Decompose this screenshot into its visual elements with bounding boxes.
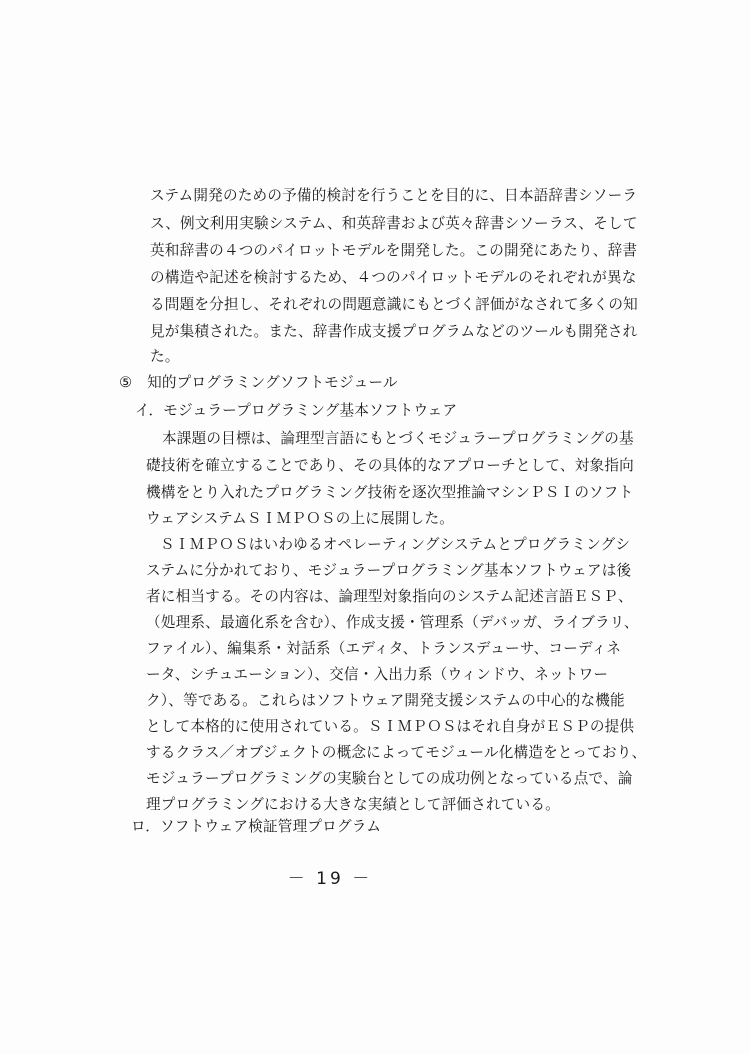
text-line: の構造や記述を検討するため、４つのパイロットモデルのそれぞれが異な [150, 269, 637, 286]
text-line: 者に相当する。その内容は、論理型対象指向のシステム記述言語ＥＳＰ、 [146, 588, 633, 605]
page-number: － 19 － [287, 869, 373, 889]
text-line: として本格的に使用されている。ＳＩＭＰＯＳはそれ自身がＥＳＰの提供 [146, 718, 635, 735]
section-heading: ⑤ 知的プログラミングソフトモジュール [119, 374, 398, 391]
text-line: ＳＩＭＰＯＳはいわゆるオペレーティングシステムとプログラミングシ [160, 536, 631, 553]
text-line: ファイル）、編集系・対話系（エディタ、トランスデューサ、コーディネ [146, 640, 622, 657]
text-line: 理プログラミングにおける大きな実績として評価されている。 [146, 796, 560, 813]
text-line: ステムに分かれており、モジュラープログラミング基本ソフトウェアは後 [146, 562, 632, 579]
text-line: ータ、シチュエーション）、交信・入出力系（ウィンドウ、ネットワー [146, 666, 609, 683]
text-line: （処理系、最適化系を含む）、作成支援・管理系（デバッガ、ライブラリ、 [146, 614, 639, 631]
text-line: 本課題の目標は、論理型言語にもとづくモジュラープログラミングの基 [162, 430, 634, 447]
text-line: ウェアシステムＳＩＭＰＯＳの上に展開した。 [146, 510, 455, 527]
text-line: するクラス／オブジェクトの概念によってモジュール化構造をとっており、 [146, 744, 647, 761]
text-line: ス、例文利用実験システム、和英辞書および英々辞書シソーラス、そして [150, 215, 638, 232]
text-line: モジュラープログラミングの実験台としての成功例となっている点で、論 [146, 770, 633, 787]
subsection-heading: ロ．ソフトウェア検証管理プログラム [131, 818, 382, 835]
text-line: 礎技術を確立することであり、その具体的なアプローチとして、対象指向 [146, 457, 634, 474]
text-line: ステム開発のための予備的検討を行うことを目的に、日本語辞書シソーラ [150, 187, 638, 204]
text-line: 機構をとり入れたプログラミング技術を逐次型推論マシンＰＳＩのソフト [146, 484, 634, 501]
text-line: 見が集積された。また、辞書作成支援プログラムなどのツールも開発され [150, 323, 638, 340]
subsection-heading: イ．モジュラープログラミング基本ソフトウェア [135, 402, 458, 419]
text-line: る問題を分担し、それぞれの問題意識にもとづく評価がなされて多くの知 [150, 296, 638, 313]
text-line: ク）、等である。これらはソフトウェア開発支援システムの中心的な機能 [146, 692, 625, 709]
text-line: た。 [150, 348, 180, 365]
text-line: 英和辞書の４つのパイロットモデルを開発した。この開発にあたり、辞書 [150, 242, 638, 259]
